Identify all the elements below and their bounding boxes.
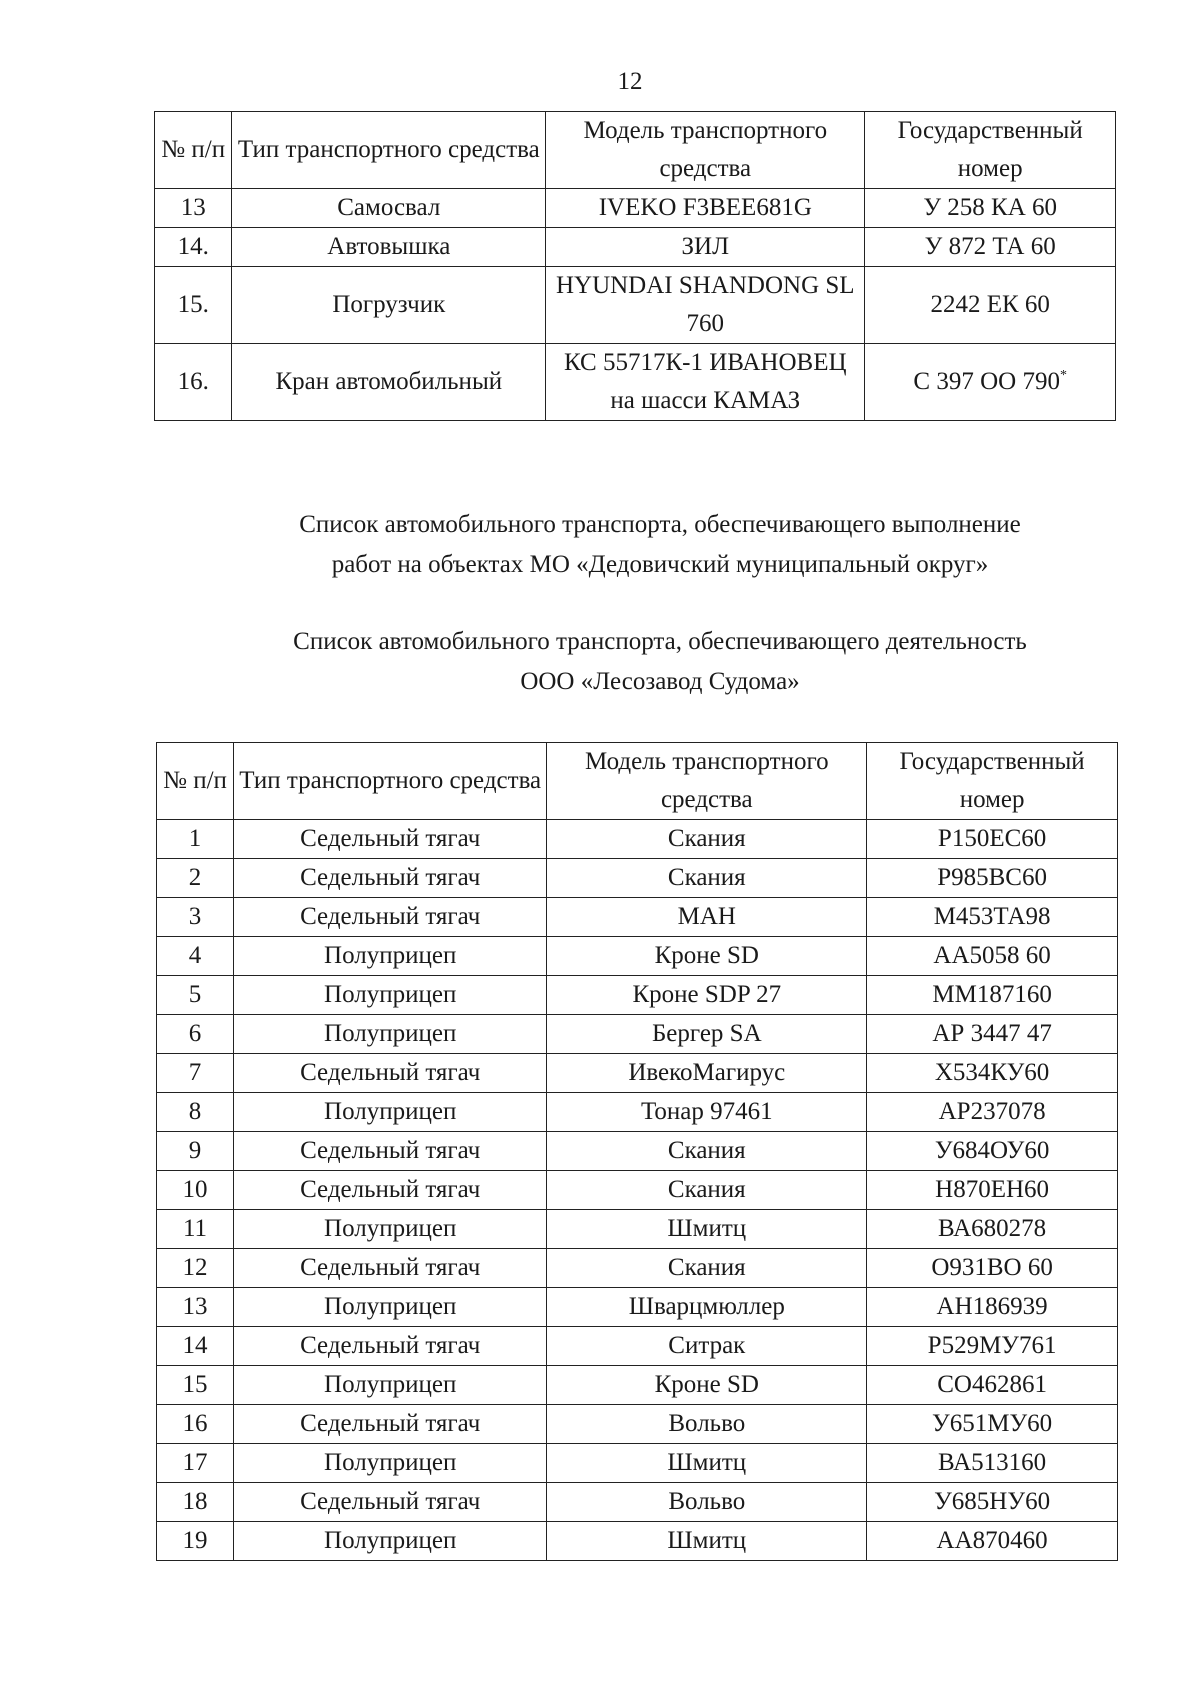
registration-number: У651МУ60 [867,1405,1118,1444]
vehicle-type: Седельный тягач [234,1405,547,1444]
vehicle-type: Седельный тягач [234,1171,547,1210]
row-number: 1 [157,820,234,859]
row-number: 9 [157,1132,234,1171]
row-number: 16 [157,1405,234,1444]
vehicle-model: МАН [547,898,867,937]
vehicle-model: Кроне SD [547,937,867,976]
vehicle-type: Полуприцеп [234,1015,547,1054]
registration-number: У685НУ60 [867,1483,1118,1522]
vehicle-table-sudoma [156,742,1118,1561]
vehicle-type: Седельный тягач [234,1483,547,1522]
table-row [157,859,1118,898]
row-number: 14 [157,1327,234,1366]
list-caption-deдovichi [0,505,1200,585]
table-row [155,228,1116,267]
row-number: 2 [157,859,234,898]
table-row [157,976,1118,1015]
row-number: 17 [157,1444,234,1483]
header-number: № п/п [157,743,234,820]
caption-line: Список автомобильного транспорта, обеспечивающего деятельность [293,628,1027,655]
registration-number: С 397 ОО 790 [913,368,1060,395]
table-row [157,1054,1118,1093]
row-number: 15 [157,1366,234,1405]
header-vehicle-model: Модель транспортного средства [546,112,865,189]
row-number: 12 [157,1249,234,1288]
header-registration-number: Государственный номер [865,112,1116,189]
vehicle-type: Седельный тягач [234,1054,547,1093]
vehicle-type: Седельный тягач [234,1249,547,1288]
vehicle-model: Скания [547,1171,867,1210]
vehicle-model: Вольво [547,1483,867,1522]
vehicle-type: Седельный тягач [234,859,547,898]
row-number: 13 [155,189,232,228]
table-row [155,267,1116,344]
table-row [155,344,1116,421]
vehicle-model: Шмитц [547,1444,867,1483]
vehicle-model: Скания [547,820,867,859]
vehicle-model: Скания [547,859,867,898]
vehicle-type: Полуприцеп [234,1093,547,1132]
vehicle-model: Шварцмюллер [547,1288,867,1327]
vehicle-model: КС 55717К-1 ИВАНОВЕЦ на шасси КАМАЗ [546,344,865,421]
table-row [157,1132,1118,1171]
registration-number: АР 3447 47 [867,1015,1118,1054]
vehicle-table-continued [154,111,1116,421]
registration-number: М453ТА98 [867,898,1118,937]
registration-number: О931ВО 60 [867,1249,1118,1288]
header-registration-number: Государственный номер [867,743,1118,820]
table-row [157,1288,1118,1327]
registration-number: СО462861 [867,1366,1118,1405]
row-number: 8 [157,1093,234,1132]
list-caption-sudoma [0,622,1200,702]
footnote-mark: * [1059,368,1067,383]
registration-number: Н870ЕН60 [867,1171,1118,1210]
table-row [157,1210,1118,1249]
vehicle-model: Вольво [547,1405,867,1444]
table-header-row [157,743,1118,820]
row-number: 6 [157,1015,234,1054]
vehicle-model: Шмитц [547,1522,867,1561]
registration-number: АР237078 [867,1093,1118,1132]
registration-number: ВА513160 [867,1444,1118,1483]
registration-number: АА5058 60 [867,937,1118,976]
row-number: 7 [157,1054,234,1093]
header-vehicle-model: Модель транспортного средства [547,743,867,820]
header-vehicle-type: Тип транспортного средства [234,743,547,820]
row-number: 13 [157,1288,234,1327]
row-number: 3 [157,898,234,937]
registration-number: Р529МУ761 [867,1327,1118,1366]
vehicle-model: Шмитц [547,1210,867,1249]
registration-number: Р150ЕС60 [867,820,1118,859]
vehicle-type: Седельный тягач [234,1327,547,1366]
vehicle-type: Полуприцеп [234,1444,547,1483]
vehicle-model: Тонар 97461 [547,1093,867,1132]
row-number: 18 [157,1483,234,1522]
registration-number: АА870460 [867,1522,1118,1561]
table-row [157,1405,1118,1444]
vehicle-type: Полуприцеп [234,1522,547,1561]
registration-number: ВА680278 [867,1210,1118,1249]
table-row [157,1444,1118,1483]
table-row [157,1171,1118,1210]
page-number: 12 [617,68,643,95]
vehicle-type: Полуприцеп [234,1210,547,1249]
vehicle-type: Седельный тягач [234,898,547,937]
table-row [157,898,1118,937]
registration-number: АН186939 [867,1288,1118,1327]
registration-number: 2242 ЕК 60 [865,267,1116,344]
vehicle-type: Кран автомобильный [232,344,546,421]
vehicle-type: Полуприцеп [234,937,547,976]
vehicle-type: Седельный тягач [234,1132,547,1171]
vehicle-model: ИвекоМагирус [547,1054,867,1093]
table-row [155,189,1116,228]
vehicle-model: ЗИЛ [546,228,865,267]
header-vehicle-type: Тип транспортного средства [232,112,546,189]
table-row [157,1522,1118,1561]
registration-number: ММ187160 [867,976,1118,1015]
vehicle-model: Кроне SDP 27 [547,976,867,1015]
registration-number: Х534КУ60 [867,1054,1118,1093]
caption-line: ООО «Лесозавод Судома» [520,668,800,695]
row-number: 10 [157,1171,234,1210]
vehicle-model: Скания [547,1249,867,1288]
table-row [157,1093,1118,1132]
vehicle-type: Полуприцеп [234,1366,547,1405]
table-row [157,1249,1118,1288]
table-row [157,1366,1118,1405]
row-number: 5 [157,976,234,1015]
vehicle-model: Кроне SD [547,1366,867,1405]
table-row [157,1483,1118,1522]
registration-number: У 258 КА 60 [865,189,1116,228]
row-number: 14. [155,228,232,267]
table-row [157,1015,1118,1054]
registration-number: Р985ВС60 [867,859,1118,898]
vehicle-type: Полуприцеп [234,1288,547,1327]
vehicle-type: Самосвал [232,189,546,228]
vehicle-type: Погрузчик [232,267,546,344]
header-number: № п/п [155,112,232,189]
vehicle-model: Бергер SA [547,1015,867,1054]
registration-number: У684ОУ60 [867,1132,1118,1171]
vehicle-model: HYUNDAI SHANDONG SL 760 [546,267,865,344]
vehicle-type: Седельный тягач [234,820,547,859]
row-number: 11 [157,1210,234,1249]
registration-number-cell [865,344,1116,421]
caption-line: Список автомобильного транспорта, обеспечивающего выполнение [299,511,1021,538]
row-number: 16. [155,344,232,421]
row-number: 15. [155,267,232,344]
vehicle-model: Ситрак [547,1327,867,1366]
vehicle-type: Автовышка [232,228,546,267]
vehicle-model: Скания [547,1132,867,1171]
caption-line: работ на объектах МО «Дедовичский муниципальный округ» [331,551,989,578]
vehicle-type: Полуприцеп [234,976,547,1015]
vehicle-model: IVEKO F3BEE681G [546,189,865,228]
table-row [157,820,1118,859]
table-row [157,1327,1118,1366]
row-number: 19 [157,1522,234,1561]
table-header-row [155,112,1116,189]
registration-number: У 872 ТА 60 [865,228,1116,267]
row-number: 4 [157,937,234,976]
table-row [157,937,1118,976]
